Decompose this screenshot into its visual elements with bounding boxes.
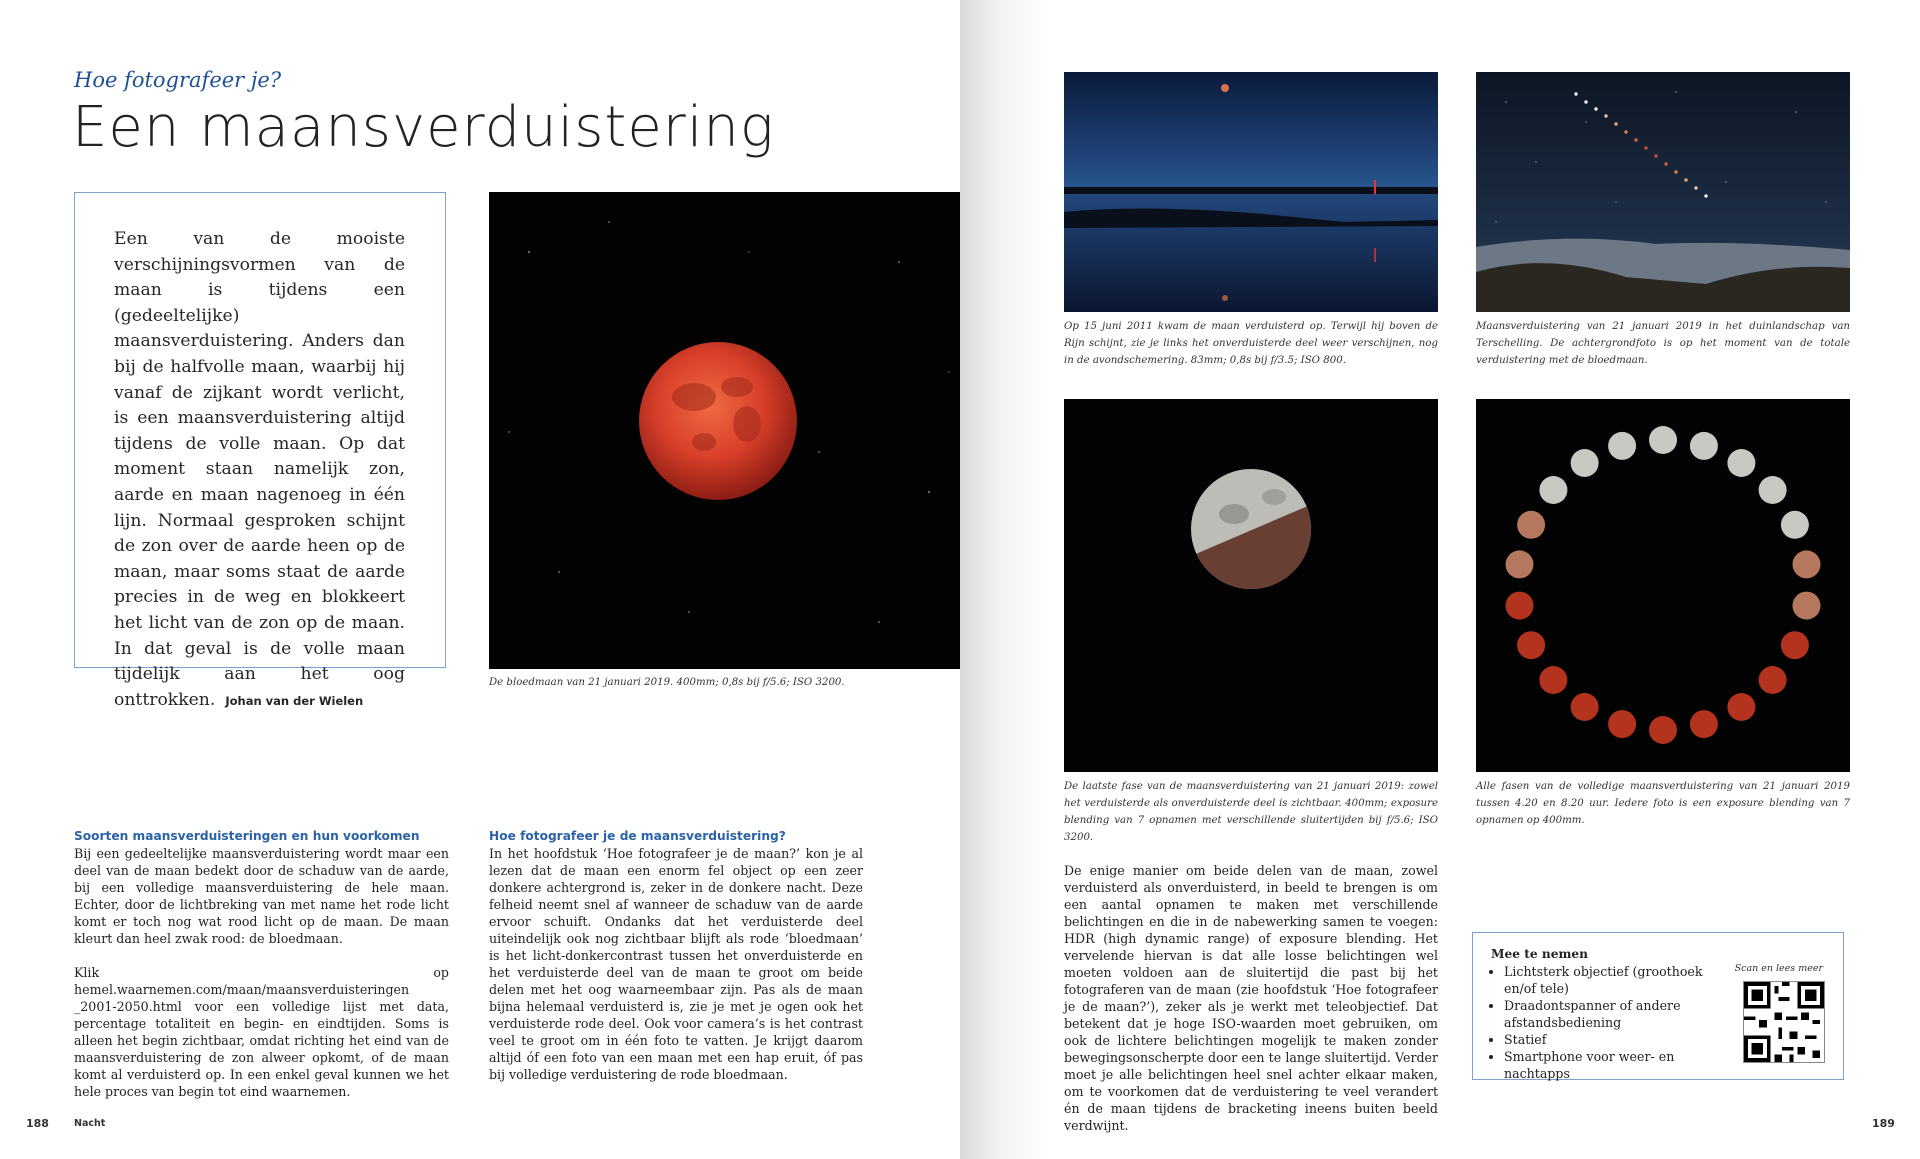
gear-item: • Draadontspanner of andere afstandsbediening bbox=[1504, 997, 1729, 1031]
right-body-text bbox=[1064, 862, 1438, 1151]
gear-item: • Statief bbox=[1504, 1031, 1729, 1048]
gear-box bbox=[1472, 932, 1844, 1080]
eclipse-phase-moon bbox=[1506, 550, 1534, 578]
eclipse-phase-moon bbox=[1759, 476, 1787, 504]
terschelling-photo-caption: Maansverduistering van 21 januari 2019 in het duinlandschap van Terschelling. De achtergrondfoto is op het moment van de totale verduistering met de bloedmaan. bbox=[1476, 321, 1850, 366]
eclipse-phase-moon bbox=[1517, 631, 1545, 659]
blood-moon-photo bbox=[489, 192, 960, 669]
author-name: Johan van der Wielen bbox=[225, 693, 364, 708]
section-heading-howto: Hoe fotografeer je de maansverduistering? bbox=[489, 829, 786, 843]
eclipse-phase-moon bbox=[1517, 511, 1545, 539]
paragraph: Bij een gedeeltelijke maansverduistering wordt maar een deel van de maan bedekt door de schaduw van de aarde, bij een volledige maansverduistering de hele maan. Echter, door de lichtbreking van met name het rode licht komt er toch nog wat rood licht op de maan. De maan kleurt dan heel zwak rood: de bloedmaan. bbox=[74, 846, 449, 946]
section-body-howto bbox=[489, 845, 863, 1100]
section-body-types bbox=[74, 845, 449, 1117]
eclipse-phase-moon bbox=[1539, 666, 1567, 694]
eclipse-phase-moon bbox=[1781, 511, 1809, 539]
page-number-right: 189 bbox=[1872, 1117, 1895, 1130]
gear-heading: Mee te nemen bbox=[1491, 947, 1588, 961]
intro-text: Een van de mooiste verschijningsvormen van de maan is tijdens een (gedeeltelijke) maansverduistering. Anders dan bij de halfvolle maan, waarbij hij vanaf de zijkant wordt verlicht, is een maansverduistering altijd tijdens de volle maan. Op dat moment staan namelijk zon, aarde en maan nagenoeg in één lijn. Normaal gesproken schijnt de zon over de aarde heen op de maan, maar soms staat de aarde precies in de weg en blokkeert het licht van de zon op de maan. In dat geval is de volle maan tijdelijk aan het oog onttrokken. Johan van der Wielen bbox=[114, 229, 405, 710]
main-photo-caption: De bloedmaan van 21 januari 2019. 400mm; 0,8s bij f/5.6; ISO 3200. bbox=[489, 677, 845, 688]
eclipse-phase-moon bbox=[1649, 426, 1677, 454]
gear-list bbox=[1491, 963, 1729, 1082]
all-phases-caption: Alle fasen van de volledige maansverduistering van 21 januari 2019 tussen 4.20 en 8.20 uur. Iedere foto is een exposure blending van 7 opnamen op 400mm. bbox=[1476, 781, 1850, 826]
running-head: Nacht bbox=[74, 1118, 106, 1129]
eclipse-phase-moon bbox=[1690, 432, 1718, 460]
chapter-kicker: Hoe fotografeer je? bbox=[74, 68, 282, 92]
scan-label: Scan en lees meer bbox=[1734, 963, 1823, 974]
rhine-eclipse-photo bbox=[1064, 72, 1438, 312]
paragraph: In het hoofdstuk ‘Hoe fotografeer je de maan?’ kon je al lezen dat de maan een enorm fel object op een zeer donkere achtergrond is, zeker in de donkere nacht. Deze felheid neemt snel af wanneer de schaduw van de aarde ervoor schuift. Ondanks dat het verduisterde deel uiteindelijk ook nog zichtbaar blijft als rode ‘bloedmaan’ is het licht-donkercontrast tussen het onverduisterde en het verduisterde deel van de maan te groot om beide delen met het oog waarneembaar zijn. Pas als de maan bijna helemaal verduisterd is, zie je met je ogen ook het verduisterde rode deel. Ook voor camera’s is het contrast veel te groot om in één foto te vatten. Je krijgt daarom altijd óf een foto van een maan met een hap eruit, óf pas bij volledige verduistering de rode bloedmaan. bbox=[489, 846, 863, 1082]
eclipse-phase-moon bbox=[1727, 693, 1755, 721]
eclipse-phase-moon bbox=[1727, 449, 1755, 477]
eclipse-phase-moon bbox=[1793, 592, 1821, 620]
last-phase-photo bbox=[1064, 399, 1438, 772]
paragraph: De enige manier om beide delen van de maan, zowel verduisterd als onverduisterd, in beeld te brengen is om een aantal opnamen te maken met verschillende belichtingen en die in de nabewerking samen te voegen: HDR (high dynamic range) of exposure blending. Het vervelende hiervan is dat alle losse belichtingen wel moeten voldoen aan de sluitertijd die past bij het fotograferen van de maan (zie hoofdstuk ‘Hoe fotografeer je de maan?’), zeker als je werkt met teleobjectief. Dat betekent dat je hoge ISO-waarden moet gebruiken, om ook de lichtere belichtingen mogelijk te maken zonder bewegingsonscherpte door een te lange sluitertijd. Verder moet je alle belichtingen heel snel achter elkaar maken, om te voorkomen dat de verduistering te veel verandert én de maan tijdens de bracketing ineens buiten beeld verdwijnt. bbox=[1064, 863, 1438, 1133]
eclipse-phase-moon bbox=[1759, 666, 1787, 694]
page-number-left: 188 bbox=[26, 1117, 49, 1130]
eclipse-phase-moon bbox=[1781, 631, 1809, 659]
gear-item: • Lichtsterk objectief (groothoek en/of tele) bbox=[1504, 963, 1729, 997]
page-title: Een maansverduistering bbox=[72, 95, 775, 160]
rhine-photo-caption: Op 15 juni 2011 kwam de maan verduisterd op. Terwijl hij boven de Rijn schijnt, zie je links het onverduisterde deel weer verschijnen, nog in de avondschemering. 83mm; 0,8s bij f/3.5; ISO 800. bbox=[1064, 321, 1438, 366]
eclipse-phase-moon bbox=[1690, 710, 1718, 738]
eclipse-phase-moon bbox=[1608, 432, 1636, 460]
eclipse-phase-moon bbox=[1793, 550, 1821, 578]
intro-box bbox=[74, 192, 446, 710]
all-phases-photo bbox=[1476, 399, 1850, 772]
terschelling-eclipse-photo bbox=[1476, 72, 1850, 312]
gear-item: • Smartphone voor weer- en nachtapps bbox=[1504, 1048, 1729, 1082]
right-page bbox=[960, 0, 1920, 1159]
paragraph: Klik op hemel.waarnemen.com/maan/maansverduisteringen _2001-2050.html voor een volledige lijst met data, percentage totaliteit en begin- en eindtijden. Soms is alleen het begin zichtbaar, omdat richting het eind van de maansverduistering de zon alweer opkomt, of de maan komt al verduisterd op. In een enkel geval kunnen we het hele proces van begin tot eind waarnemen. bbox=[74, 965, 449, 1099]
eclipse-phase-moon bbox=[1571, 693, 1599, 721]
last-phase-caption: De laatste fase van de maansverduistering van 21 januari 2019: zowel het verduisterde als onverduisterde deel is zichtbaar. 400mm; exposure blending van 7 opnamen met verschillende sluitertijden bij f/5.6; ISO 3200. bbox=[1064, 781, 1438, 843]
section-heading-types: Soorten maansverduisteringen en hun voorkomen bbox=[74, 829, 420, 843]
qr-code[interactable] bbox=[1743, 981, 1825, 1063]
eclipse-phase-moon bbox=[1506, 592, 1534, 620]
eclipse-phase-moon bbox=[1608, 710, 1636, 738]
eclipse-phase-moon bbox=[1571, 449, 1599, 477]
eclipse-phase-moon bbox=[1539, 476, 1567, 504]
eclipse-phase-moon bbox=[1649, 716, 1677, 744]
